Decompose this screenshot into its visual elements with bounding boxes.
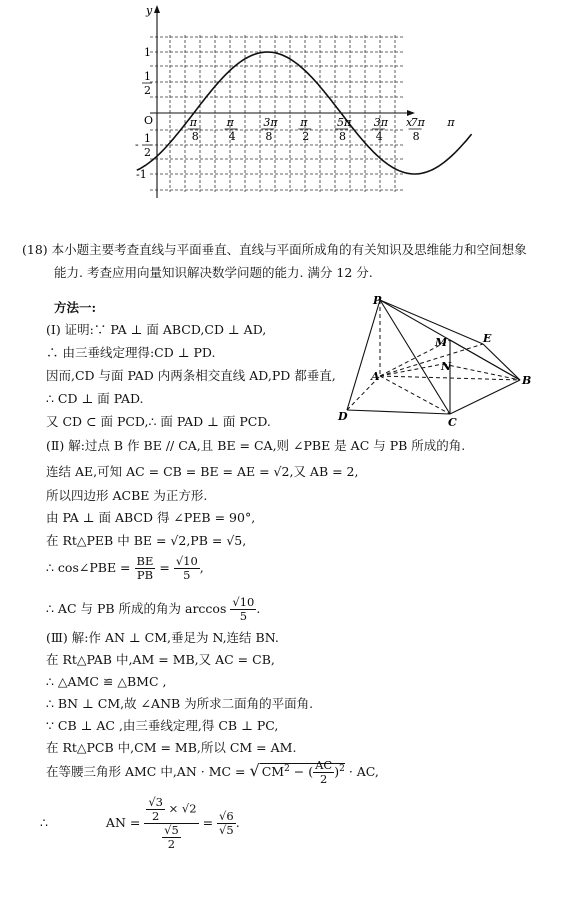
x-tick-num-3: 3π [263,116,278,129]
angle-suffix: . [256,601,261,616]
final-den-a: √5 [164,823,179,837]
sol2-line-4: ∴ BN ⊥ CM,故 ∠ANB 为所求二面角的平面角. [46,696,314,711]
final-den-a-den: 2 [167,837,176,851]
label-C: C [448,416,457,429]
cos-frac-2 [174,555,200,582]
final-end: . [235,815,240,830]
cos-f1-den: PB [136,568,154,582]
origin-label: O [144,114,154,127]
x-tick-den-6: 4 [375,130,383,143]
y-tick-1: 1 [144,46,151,59]
angle-frac [230,596,256,623]
iso-rad-c: − ( [289,764,314,780]
problem-line-1: (18) 本小题主要考查直线与平面垂直、直线与平面所成角的有关知识及思维能力和空间想象 [22,242,527,257]
final-num-a-den: 2 [151,809,160,823]
cos-frac-1 [135,555,156,582]
sol-line-3: 因而,CD 与面 PAD 内两条相交直线 AD,PD 都垂直, [46,368,336,383]
angle-den: 5 [239,609,248,623]
x-tick-num-5: 5π [337,116,352,129]
cos-f2-num: √10 [175,554,198,568]
label-E: E [483,332,492,345]
final-times: × √2 [168,801,197,816]
iso-frac [313,759,334,786]
x-tick-den-2: 4 [228,130,236,143]
cos-prefix: ∴ cos∠PBE = [46,560,131,575]
final-big-frac [144,796,198,851]
final-big-num [144,796,198,824]
sol-line-10: 在 Rt△PEB 中 BE = √2,PB = √5, [46,533,247,548]
x-tick-den-5: 8 [339,130,346,143]
x-tick-num-4: π [300,116,308,129]
iso-rad-num: AC [315,758,333,773]
sol-line-6: (Ⅱ) 解:过点 B 作 BE // CA,且 BE = CA,则 ∠PBE 是 AC 与 PB 所成的角. [46,438,466,453]
final-num-frac [146,796,165,823]
iso-prefix: 在等腰三角形 AMC 中,AN · MC = [46,764,246,780]
y-tick-neghalf-num: 1 [144,132,151,145]
method-heading: 方法一: [54,300,97,315]
x-tick-num-2: π [226,116,234,129]
x-tick-labels [188,116,456,143]
final-an: AN = [105,815,141,830]
cos-equation [46,553,204,583]
problem-line-2: 能力. 考查应用向量知识解决数学问题的能力. 满分 12 分. [54,265,373,280]
label-N: N [441,360,452,373]
sol-line-7: 连结 AE,可知 AC = CB = BE = AE = √2,又 AB = 2, [46,464,359,479]
sol2-line-5: ∵ CB ⊥ AC ,由三垂线定理,得 CB ⊥ PC, [46,718,279,733]
y-tick-neg-sign: - [135,138,139,151]
label-D: D [338,410,348,423]
cos-suffix: , [199,560,204,575]
sol-line-1: (Ⅰ) 证明:∵ PA ⊥ 面 ABCD,CD ⊥ AD, [46,322,267,337]
x-tick-den-7: 8 [412,130,420,143]
iso-suffix: · AC, [344,764,379,780]
x-tick-num-8: π [447,116,455,129]
iso-rad-b: 2 [284,764,290,774]
x-tick-num-1: π [189,116,198,129]
final-den-frac [162,824,181,851]
sol-line-4: ∴ CD ⊥ 面 PAD. [46,391,144,406]
final-num-a: √3 [148,795,163,809]
sol2-line-2: 在 Rt△PAB 中,AM = MB,又 AC = CB, [46,652,275,667]
sol-line-5: 又 CD ⊂ 面 PCD,∴ 面 PAD ⊥ 面 PCD. [46,414,271,429]
angle-prefix: ∴ AC 与 PB 所成的角为 arccos [46,601,227,616]
angle-num: √10 [232,595,255,609]
cos-f2-den: 5 [183,568,191,582]
sol-line-2: ∴ 由三垂线定理得:CD ⊥ PD. [46,345,216,360]
cos-f1-num: BE [136,554,154,568]
x-axis-label: x [406,116,413,129]
sol-line-9: 由 PA ⊥ 面 ABCD 得 ∠PEB = 90°, [46,510,256,525]
cos-eq: = [159,560,170,575]
angle-result [46,594,260,624]
y-tick-neghalf-den: 2 [144,146,151,159]
iso-rad-a: CM [261,764,285,780]
x-tick-den-4: 2 [302,130,310,143]
sol-line-8: 所以四边形 ACBE 为正方形. [46,488,208,503]
x-tick-num-6: 3π [373,116,389,129]
label-P: P [373,294,382,307]
y-axis-label: y [146,4,153,17]
sol2-line-6: 在 Rt△PCB 中,CM = MB,所以 CM = AM. [46,740,297,755]
final-result-frac [217,810,236,837]
x-tick-den-1: 8 [191,130,199,143]
sol2-line-1: (Ⅲ) 解:作 AN ⊥ CM,垂足为 N,连结 BN. [46,630,279,645]
final-therefore: ∴ [40,815,48,830]
label-M: M [435,336,448,349]
final-equation [40,788,240,858]
final-f-den: √5 [219,823,234,837]
sol2-line-3: ∴ △AMC ≌ △BMC , [46,674,167,689]
isosceles-equation: 在等腰三角形 AMC 中,AN · MC = √ $CM^2$ − ( $\frac{AC}{2}$ )$^2$ · AC, [46,758,379,787]
sine-graph [130,0,455,205]
y-tick-half-den: 2 [144,84,151,97]
iso-rad-e: 2 [339,764,345,774]
y-tick-half-num: 1 [144,70,151,83]
final-f-num: √6 [219,809,234,823]
label-A: A [371,370,380,383]
final-big-den [144,824,198,851]
x-tick-den-3: 8 [265,130,273,143]
x-tick-num-7: 7π [410,116,425,129]
pyramid-figure [335,292,535,432]
iso-rad-den: 2 [320,772,328,787]
label-B: B [522,374,532,387]
y-tick-neg1: -1 [136,168,147,181]
iso-rad-d: ) [334,764,340,780]
final-eq: = [202,815,214,830]
